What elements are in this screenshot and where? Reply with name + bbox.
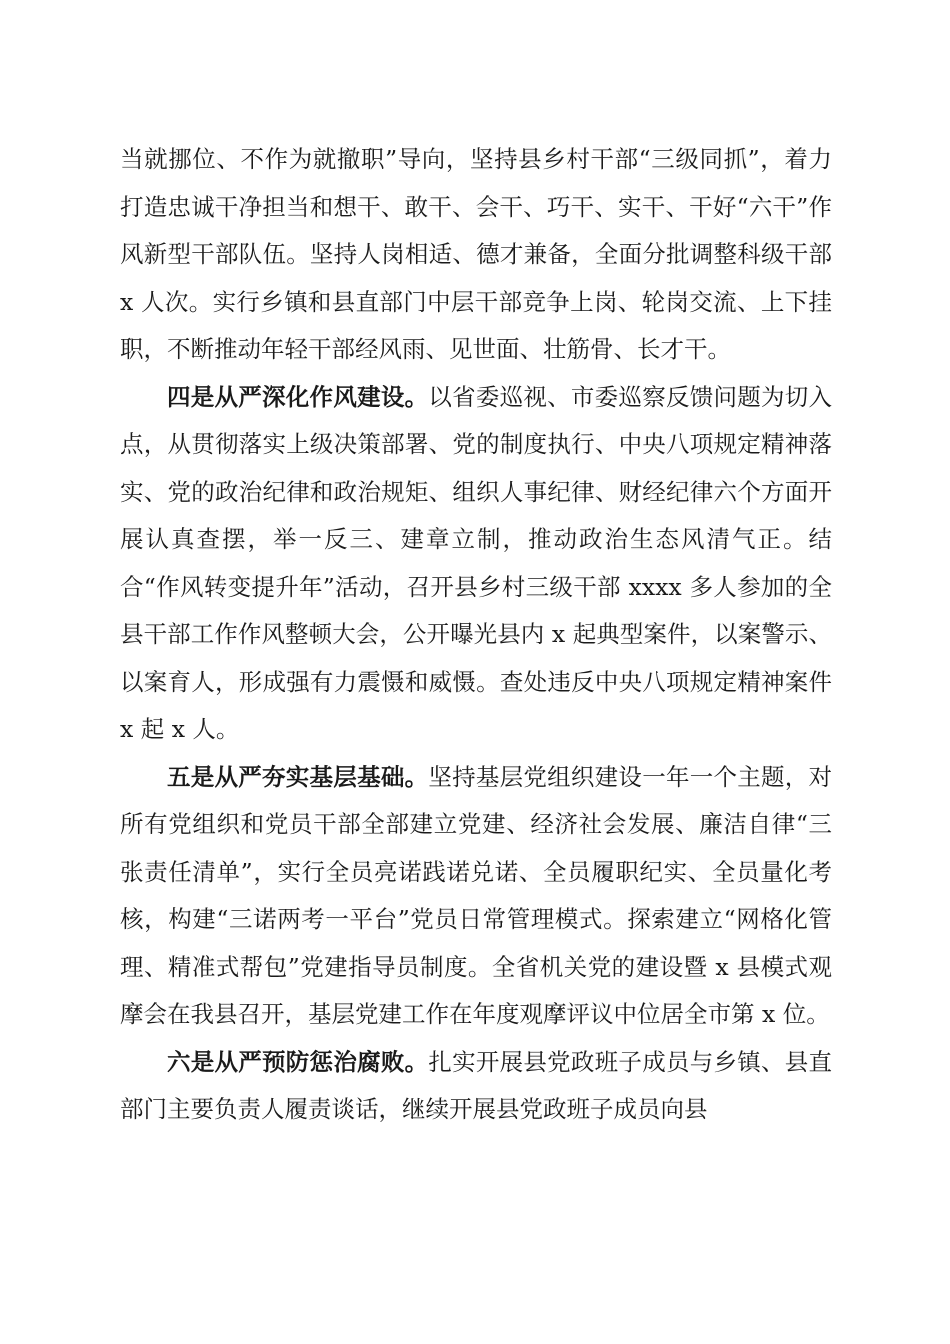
document-body [120,136,832,1134]
paragraph-heading: 六是从严预防惩治腐败。 [167,1047,429,1076]
paragraph-grassroots [120,754,832,1039]
paragraph-text: 坚持基层党组织建设一年一个主题，对所有党组织和党员干部全部建立党建、经济社会发展、廉洁自律“三张责任清单”，实行全员亮诺践诺兑诺、全员履职纪实、全员量化考核，构建“三诺两考一平台”党员日常管理模式。探索建立“网格化管理、精准式帮包”党建指导员制度。全省机关党的建设暨 x 县模式观摩会在我县召开，基层党建工作在年度观摩评议中位居全市第 x 位。 [120,762,833,1028]
paragraph-heading: 五是从严夯实基层基础。 [167,762,429,791]
paragraph-continuation [120,136,832,374]
paragraph-heading: 四是从严深化作风建设。 [167,382,429,411]
paragraph-text: 以省委巡视、市委巡察反馈问题为切入点，从贯彻落实上级决策部署、党的制度执行、中央八项规定精神落实、党的政治纪律和政治规矩、组织人事纪律、财经纪律六个方面开展认真查摆，举一反三、建章立制，推动政治生态风清气正。结合“作风转变提升年”活动，召开县乡村三级干部 xxxx 多人参加的全县干部工作作风整顿大会，公开曝光县内 x 起典型案件，以案警示、以案育人，形成强有力震慑和威慑。查处违反中央八项规定精神案件 x 起 x 人。 [120,382,833,743]
paragraph-text: 扎实开展县党政班子成员与乡镇、县直部门主要负责人履责谈话，继续开展县党政班子成员向县 [120,1047,833,1123]
paragraph-text: 当就挪位、不作为就撤职”导向，坚持县乡村干部“三级同抓”，着力打造忠诚干净担当和想干、敢干、会干、巧干、实干、干好“六干”作风新型干部队伍。坚持人岗相适、德才兼备，全面分批调整科级干部 x 人次。实行乡镇和县直部门中层干部竞争上岗、轮岗交流、上下挂职，不断推动年轻干部经风雨、见世面、壮筋骨、长才干。 [120,145,832,363]
paragraph-work-style [120,374,832,754]
paragraph-anti-corruption [120,1039,832,1134]
